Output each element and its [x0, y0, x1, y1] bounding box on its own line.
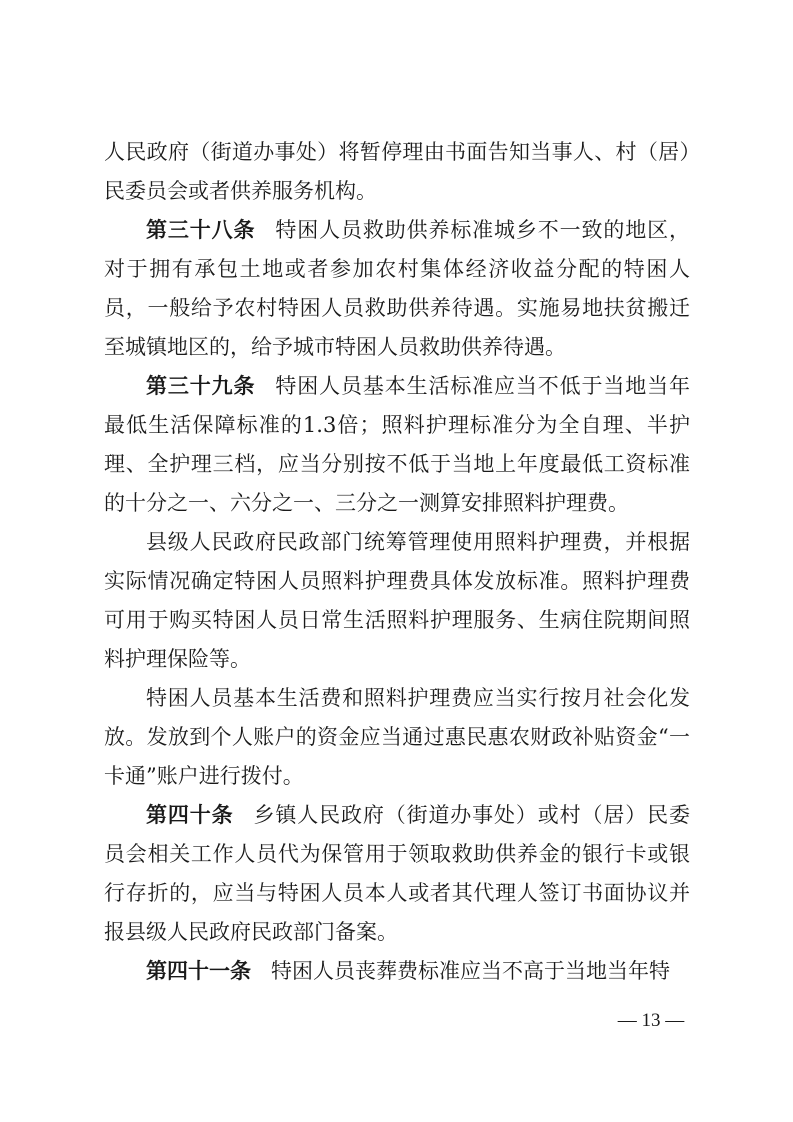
- article-heading: 第三十九条: [146, 374, 256, 398]
- body-text: [104, 133, 690, 991]
- paragraph-text: 特困人员基本生活费和照料护理费应当实行按月社会化发放。发放到个人账户的资金应当通过惠民惠农财政补贴资金“一卡通”账户进行拨付。: [104, 686, 690, 788]
- paragraph-article-40: [104, 796, 690, 952]
- article-heading: 第四十一条: [146, 959, 251, 983]
- page-number: — 13 —: [617, 1010, 685, 1031]
- paragraph-article-39: [104, 367, 690, 523]
- paragraph-text: 特困人员救助供养标准城乡不一致的地区，对于拥有承包土地或者参加农村集体经济收益分配的特困人员，一般给予农村特困人员救助供养待遇。实施易地扶贫搬迁至城镇地区的，给予城市特困人员救助供养待遇。: [104, 218, 691, 359]
- paragraph-text: 特困人员基本生活标准应当不低于当地当年最低生活保障标准的1.3倍；照料护理标准分为全自理、半护理、全护理三档，应当分别按不低于当地上年度最低工资标准的十分之一、六分之一、三分之一测算安排照料护理费。: [104, 374, 691, 515]
- article-heading: 第三十八条: [146, 218, 256, 242]
- paragraph-text: 县级人民政府民政部门统筹管理使用照料护理费，并根据实际情况确定特困人员照料护理费具体发放标准。照料护理费可用于购买特困人员日常生活照料护理服务、生病住院期间照料护理保险等。: [104, 530, 690, 671]
- paragraph-text: 乡镇人民政府（街道办事处）或村（居）民委员会相关工作人员代为保管用于领取救助供养金的银行卡或银行存折的，应当与特困人员本人或者其代理人签订书面协议并报县级人民政府民政部门备案。: [104, 803, 691, 944]
- paragraph-text: 人民政府（街道办事处）将暂停理由书面告知当事人、村（居）民委员会或者供养服务机构。: [104, 140, 690, 203]
- paragraph-article-41: [104, 952, 690, 991]
- paragraph-continuation: [104, 133, 690, 211]
- article-heading: 第四十条: [146, 803, 234, 827]
- paragraph-article-38: [104, 211, 690, 367]
- paragraph-care-fee-management: [104, 523, 690, 679]
- paragraph-payment: [104, 679, 690, 796]
- paragraph-text: 特困人员丧葬费标准应当不高于当地当年特: [271, 959, 670, 983]
